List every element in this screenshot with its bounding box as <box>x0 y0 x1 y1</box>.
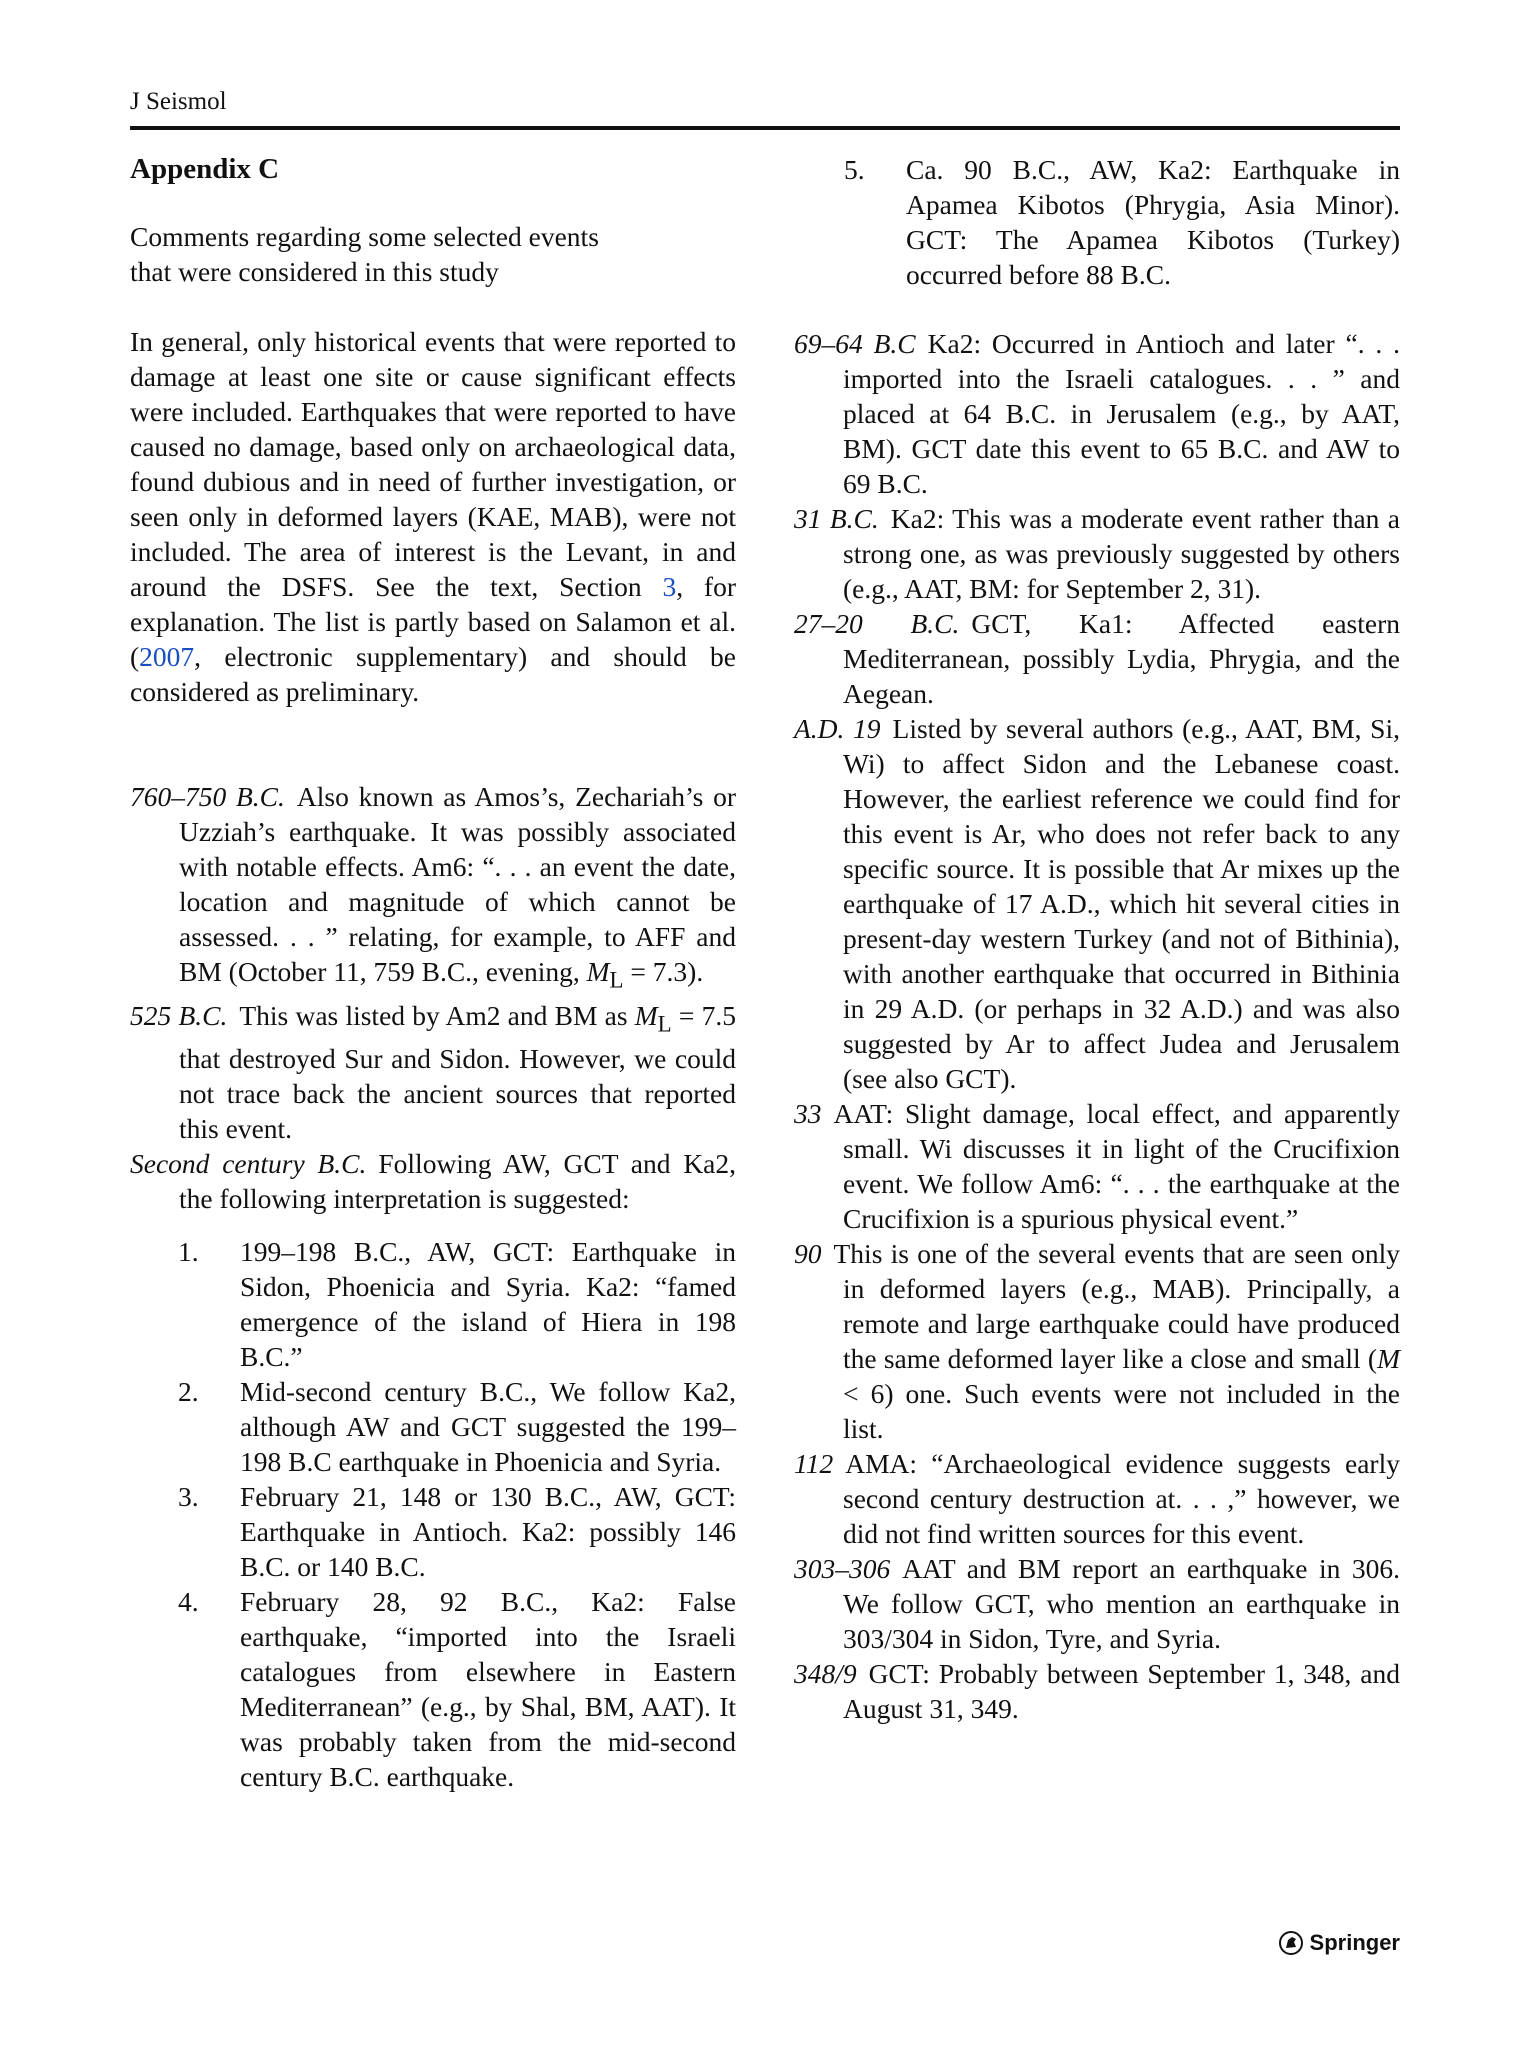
numbered-sublist <box>130 1234 736 1794</box>
event-text: GCT: Probably between September 1, 348, and August 31, 349. <box>843 1658 1400 1724</box>
magnitude-symbol: M <box>1377 1343 1400 1374</box>
intro-text: , for explanation. The list is partly based on Salamon et al. ( <box>130 571 736 672</box>
header-rule <box>130 126 1400 130</box>
magnitude-symbol: M <box>586 956 610 987</box>
magnitude-subscript: L <box>609 967 624 993</box>
sublist-item <box>130 1584 736 1794</box>
event-text: AMA: “Archaeological evidence suggests early second century destruction at. . . ,” however, we did not find written sources for this event. <box>843 1448 1400 1549</box>
sublist-number: 1. <box>178 1236 199 1267</box>
right-column <box>794 152 1400 1726</box>
event-date: 112 <box>794 1448 834 1479</box>
intro-paragraph <box>130 324 736 709</box>
sublist-text: February 28, 92 B.C., Ka2: False earthquake, “imported into the Israeli catalogues from elsewhere in Eastern Mediterranean” (e.g., by Shal, BM, AAT). It was probably taken from the mid-second century B.C. earthquake. <box>240 1586 736 1792</box>
event-text: Ka2: This was a moderate event rather than a strong one, as was previously suggested by others (e.g., AAT, BM: for September 2, 31). <box>843 503 1401 604</box>
event-entry <box>794 711 1400 1096</box>
left-column <box>130 152 736 1794</box>
event-date: 90 <box>794 1238 822 1269</box>
event-text: GCT, Ka1: Affected eastern Mediterranean, possibly Lydia, Phrygia, and the Aegean. <box>843 608 1401 709</box>
sublist-text: 199–198 B.C., AW, GCT: Earthquake in Sidon, Phoenicia and Syria. Ka2: “famed emergence of the island of Hiera in 198 B.C.” <box>240 1236 736 1372</box>
event-text: AAT and BM report an earthquake in 306. We follow GCT, who mention an earthquake in 303/304 in Sidon, Tyre, and Syria. <box>843 1553 1400 1654</box>
event-date: 69–64 B.C <box>794 328 916 359</box>
event-entry <box>794 606 1400 711</box>
event-date: 33 <box>794 1098 822 1129</box>
sublist-number: 4. <box>178 1586 199 1617</box>
event-date: A.D. 19 <box>794 713 881 744</box>
event-list-right <box>794 326 1400 1726</box>
event-entry <box>794 1236 1400 1446</box>
appendix-subtitle <box>130 219 736 289</box>
event-entry <box>130 998 736 1147</box>
event-date: 31 B.C. <box>794 503 879 534</box>
sublist-number: 5. <box>844 154 865 185</box>
magnitude-relation: < 6 <box>843 1378 885 1409</box>
sublist-item <box>130 1234 736 1374</box>
subtitle-line: Comments regarding some selected events <box>130 221 599 252</box>
intro-text: , electronic supplementary) and should be considered as preliminary. <box>130 641 736 707</box>
event-text: = 7.3). <box>623 956 704 987</box>
sublist-text: Mid-second century B.C., We follow Ka2, although AW and GCT suggested the 199–198 B.C earthquake in Phoenicia and Syria. <box>240 1376 736 1477</box>
event-text: Also known as Amos’s, Zechariah’s or Uzziah’s earthquake. It was possibly associated with notable effects. Am6: “. . . an event the date, location and magnitude of which cannot be assessed. . . ” relating, for example, to AFF and BM (October 11, 759 B.C., evening, <box>179 781 736 987</box>
event-text: AAT: Slight damage, local effect, and apparently small. Wi discusses it in light of the Crucifixion event. We follow Am6: “. . . the earthquake at the Crucifixion is a spurious physical event.” <box>833 1098 1400 1234</box>
event-entry <box>130 1146 736 1216</box>
sublist-item <box>794 152 1400 292</box>
magnitude-symbol: M <box>634 999 658 1031</box>
intro-text: In general, only historical events that were reported to damage at least one site or cause significant effects were included. Earthquakes that were reported to have caused no damage, based only on archaeological data, found dubious and in need of further investigation, or seen only in deformed layers (KAE, MAB), were not included. The area of interest is the Levant, in and around the DSFS. See the text, Section <box>130 326 736 602</box>
event-entry <box>794 1096 1400 1236</box>
springer-horse-icon <box>1278 1930 1304 1956</box>
event-entry <box>130 779 736 998</box>
sublist-text: Ca. 90 B.C., AW, Ka2: Earthquake in Apamea Kibotos (Phrygia, Asia Minor). GCT: The Apamea Kibotos (Turkey) occurred before 88 B.C. <box>906 154 1400 290</box>
sublist-text: February 21, 148 or 130 B.C., AW, GCT: Earthquake in Antioch. Ka2: possibly 146 B.C. or 140 B.C. <box>240 1481 736 1582</box>
publisher-name: Springer <box>1309 1930 1400 1955</box>
event-text: Ka2: Occurred in Antioch and later “. . . imported into the Israeli catalogues. . . ” and placed at 64 B.C. in Jerusalem (e.g., by AAT, BM). GCT date this event to 65 B.C. and AW to 69 B.C. <box>843 328 1401 499</box>
publisher-footer <box>1278 1930 1400 1956</box>
event-date: 525 B.C. <box>130 999 228 1031</box>
appendix-title: Appendix C <box>130 153 280 185</box>
running-header: J Seismol <box>130 88 227 115</box>
event-text: = 7.5 that destroyed Sur and Sidon. However, we could not trace back the ancient sources that reported this event. <box>179 999 736 1144</box>
sublist-number: 3. <box>178 1481 199 1512</box>
event-entry <box>794 501 1400 606</box>
event-entry <box>794 326 1400 501</box>
magnitude-subscript: L <box>657 1011 672 1036</box>
subtitle-line: that were considered in this study <box>130 256 499 287</box>
event-text: Following AW, GCT and Ka2, the following interpretation is suggested: <box>179 1148 737 1214</box>
event-entry <box>794 1446 1400 1551</box>
event-text: This is one of the several events that are seen only in deformed layers (e.g., MAB). Principally, a remote and large earthquake could have produced the same deformed layer like a close and small ( <box>833 1238 1400 1374</box>
event-date: 348/9 <box>794 1658 857 1689</box>
sublist-item <box>130 1374 736 1479</box>
event-entry <box>794 1656 1400 1726</box>
event-date: Second century B.C. <box>130 1148 367 1179</box>
section-link[interactable]: 3 <box>662 571 677 602</box>
event-date: 303–306 <box>794 1553 891 1584</box>
citation-link[interactable]: 2007 <box>139 641 195 672</box>
event-text: ) one. Such events were not included in the list. <box>843 1378 1400 1444</box>
sublist-number: 2. <box>178 1376 199 1407</box>
event-entry <box>794 1551 1400 1656</box>
event-text: This was listed by Am2 and BM as <box>239 999 635 1031</box>
sublist-item <box>130 1479 736 1584</box>
event-list-left <box>130 779 736 1216</box>
event-date: 27–20 B.C. <box>794 608 960 639</box>
event-text: Listed by several authors (e.g., AAT, BM, Si, Wi) to affect Sidon and the Lebanese coast. However, the earliest reference we could find for this event is Ar, who does not refer back to any specific source. It is possible that Ar mixes up the earthquake of 17 A.D., which hit several cities in present-day western Turkey (and not of Bithinia), with another earthquake that occurred in Bithinia in 29 A.D. (or perhaps in 32 A.D.) and was also suggested by Ar to affect Judea and Jerusalem (see also GCT). <box>843 713 1400 1094</box>
event-date: 760–750 B.C. <box>130 781 285 812</box>
